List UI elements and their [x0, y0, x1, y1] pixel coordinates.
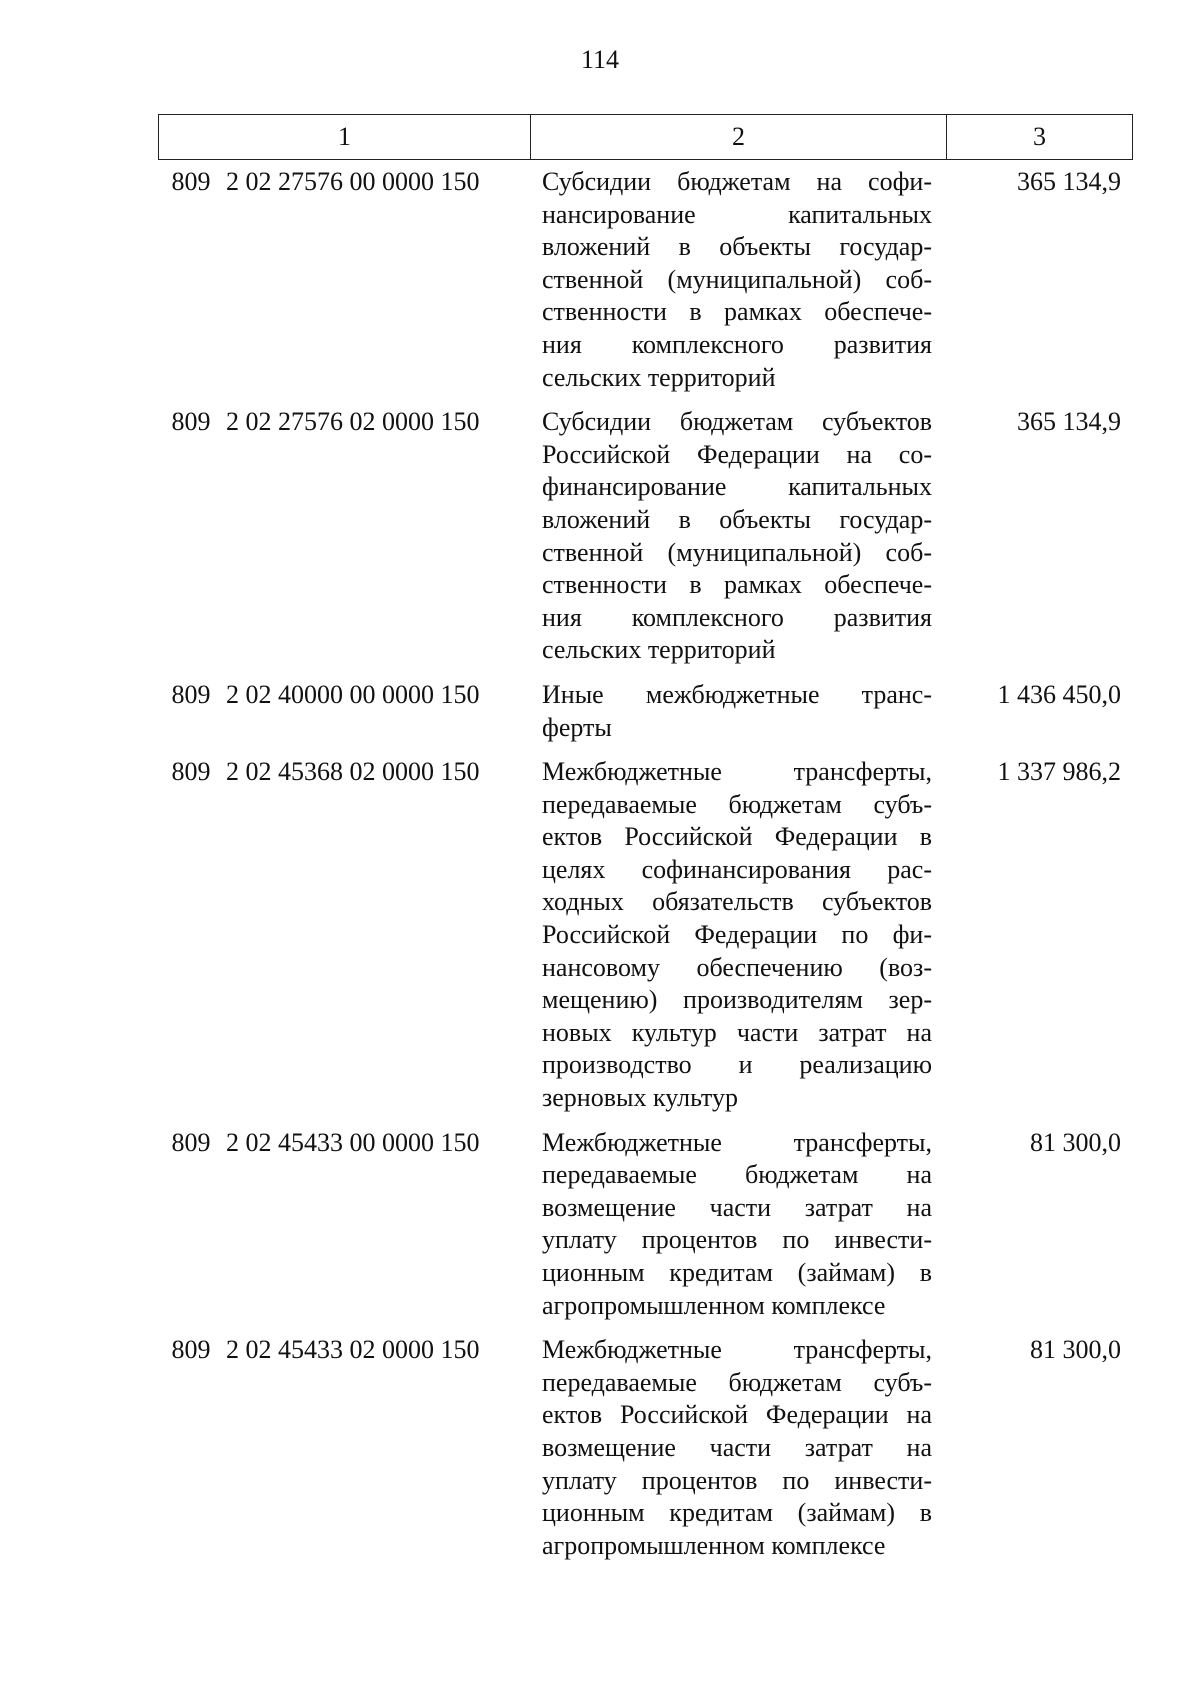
revenue-name-line: мещению) производителям зер-	[542, 985, 932, 1015]
table-row	[158, 1127, 1133, 1323]
revenue-name-line: ектов Российской Федерации на	[542, 1400, 932, 1430]
revenue-name-line: передаваемые бюджетам субъ-	[542, 789, 932, 819]
budget-classification-code: 2 02 45368 02 0000 150	[226, 757, 480, 787]
revenue-name	[530, 679, 946, 744]
budget-classification-code: 2 02 40000 00 0000 150	[226, 679, 480, 709]
amount: 1 337 986,2	[997, 757, 1121, 787]
budget-classification-code: 2 02 45433 00 0000 150	[226, 1127, 480, 1157]
revenue-name-line: целях софинансирования рас-	[542, 854, 932, 884]
table-row	[158, 166, 1133, 394]
admin-code: 809	[171, 679, 211, 709]
revenue-name-line: нансирование капитальных	[542, 199, 932, 229]
revenue-name-line: агропромышленном комплексе	[542, 1290, 886, 1320]
budget-classification-code: 2 02 27576 00 0000 150	[226, 167, 480, 196]
header-cell-1: 1	[159, 115, 531, 159]
revenue-name	[530, 1334, 946, 1562]
revenue-name-line: ственности в рамках обеспече-	[542, 570, 932, 600]
revenue-name-line: зерновых культур	[542, 1083, 738, 1113]
revenue-name-line: Иные межбюджетные транс-	[542, 679, 932, 709]
revenue-name-line: Субсидии бюджетам субъектов	[542, 407, 932, 437]
revenue-name-line: ционным кредитам (займам) в	[542, 1258, 932, 1287]
revenue-name-line: сельских территорий	[542, 362, 776, 392]
table-header	[158, 114, 1133, 160]
table-row	[158, 679, 1133, 744]
revenue-name-line: ектов Российской Федерации в	[542, 822, 932, 852]
revenue-name	[530, 406, 946, 667]
revenue-name-line: Межбюджетные трансферты,	[542, 1127, 932, 1157]
table-row	[158, 406, 1133, 667]
revenue-name-line: возмещение части затрат на	[542, 1192, 932, 1222]
revenue-name-line: возмещение части затрат на	[542, 1432, 932, 1462]
amount: 365 134,9	[1017, 407, 1121, 437]
revenue-name-line: вложений в объекты государ-	[542, 232, 932, 262]
page-number: 114	[580, 45, 620, 74]
header-cell-3: 3	[1033, 122, 1046, 151]
admin-code: 809	[171, 407, 211, 437]
admin-code: 809	[171, 1335, 211, 1365]
revenue-name-line: ственной (муниципальной) соб-	[542, 264, 932, 294]
admin-code: 809	[171, 757, 211, 787]
revenue-name	[530, 756, 946, 1115]
table-row	[158, 756, 1133, 1115]
amount: 1 436 450,0	[997, 679, 1121, 709]
revenue-name-line: Субсидии бюджетам на софи-	[542, 167, 932, 196]
revenue-name	[530, 166, 946, 394]
budget-classification-code: 2 02 45433 02 0000 150	[226, 1335, 480, 1365]
revenue-name-line: ционным кредитам (займам) в	[542, 1498, 932, 1528]
header-cell-2: 2	[531, 115, 947, 159]
admin-code: 809	[171, 167, 211, 196]
revenue-name-line: финансирование капитальных	[542, 472, 932, 502]
revenue-name-line: производство и реализацию	[542, 1050, 932, 1080]
revenue-name-line: уплату процентов по инвести-	[542, 1465, 932, 1495]
revenue-name-line: Российской Федерации по фи-	[542, 920, 932, 950]
amount: 365 134,9	[1017, 167, 1121, 196]
revenue-name-line: Межбюджетные трансферты,	[542, 1335, 932, 1365]
revenue-name-line: Российской Федерации на со-	[542, 439, 932, 469]
revenue-name-line: ственности в рамках обеспече-	[542, 297, 932, 327]
table-row	[158, 1334, 1133, 1562]
revenue-name-line: сельских территорий	[542, 635, 776, 665]
revenue-name-line: ния комплексного развития	[542, 602, 932, 632]
revenue-name-line: передаваемые бюджетам субъ-	[542, 1367, 932, 1397]
table-body	[158, 166, 1133, 1574]
revenue-name-line: уплату процентов по инвести-	[542, 1225, 932, 1255]
revenue-name-line: передаваемые бюджетам на	[542, 1160, 932, 1190]
budget-classification-code: 2 02 27576 02 0000 150	[226, 407, 480, 437]
revenue-name-line: ферты	[542, 712, 612, 742]
amount: 81 300,0	[1030, 1335, 1121, 1365]
revenue-name-line: Межбюджетные трансферты,	[542, 757, 932, 787]
revenue-name-line: новых культур части затрат на	[542, 1017, 932, 1047]
revenue-name	[530, 1127, 946, 1323]
revenue-name-line: ния комплексного развития	[542, 329, 932, 359]
revenue-name-line: ственной (муниципальной) соб-	[542, 537, 932, 567]
admin-code: 809	[171, 1127, 211, 1157]
revenue-name-line: вложений в объекты государ-	[542, 504, 932, 534]
revenue-name-line: ходных обязательств субъектов	[542, 887, 932, 917]
amount: 81 300,0	[1030, 1127, 1121, 1157]
revenue-name-line: агропромышленном комплексе	[542, 1530, 886, 1560]
revenue-name-line: нансовому обеспечению (воз-	[542, 952, 932, 982]
